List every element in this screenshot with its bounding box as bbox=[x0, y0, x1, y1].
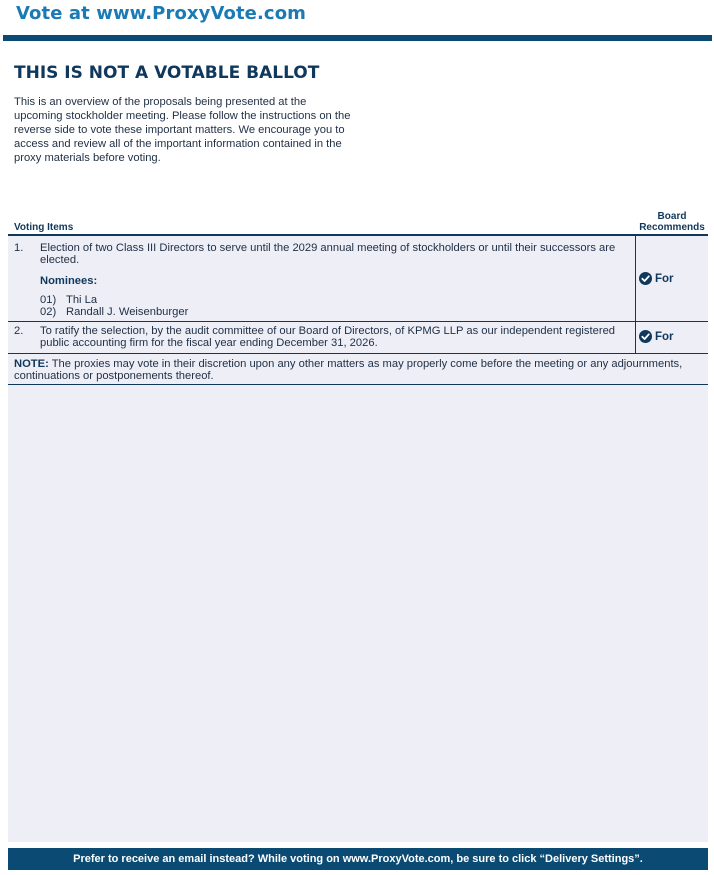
intro-paragraph: This is an overview of the proposals being presented at the upcoming stockholder meeting. Please follow the instructions on the reverse side to vote these important matters. We encourage you to access and review all of the important information contained in the proxy materials before voting. bbox=[14, 96, 351, 164]
footer-banner: Prefer to receive an email instead? While voting on www.ProxyVote.com, be sure to click “Delivery Settings”. bbox=[8, 848, 708, 870]
nominees-label: Nominees: bbox=[40, 275, 98, 287]
site-title: Vote at www.ProxyVote.com bbox=[16, 3, 307, 24]
item-1-number: 1. bbox=[14, 242, 24, 254]
note-label: NOTE: bbox=[14, 358, 49, 370]
item-1-recommendation bbox=[639, 272, 674, 285]
recommendation-label: For bbox=[655, 330, 674, 343]
item-1-text: Election of two Class III Directors to serve until the 2029 annual meeting of stockholders or until their successors are elected. bbox=[40, 242, 616, 266]
voting-items-header: Voting Items bbox=[14, 222, 74, 233]
item-2-number: 2. bbox=[14, 325, 24, 337]
item-2-text: To ratify the selection, by the audit committee of our Board of Directors, of KPMG LLP as our independent registered public accounting firm for the fiscal year ending December 31, 2026. bbox=[40, 325, 616, 349]
note-paragraph bbox=[14, 358, 704, 382]
board-recommends-line1: Board bbox=[657, 211, 687, 222]
nominee-index: 02) bbox=[40, 306, 57, 318]
item-2-recommendation bbox=[639, 330, 674, 343]
recommendation-label: For bbox=[655, 272, 674, 285]
check-circle-icon bbox=[639, 272, 652, 285]
nominee-name: Thi La bbox=[66, 294, 98, 306]
recommend-column-divider bbox=[635, 236, 636, 353]
nominee-index: 01) bbox=[40, 294, 57, 306]
table-top-rule bbox=[8, 234, 708, 236]
board-recommends-line2: Recommends bbox=[639, 222, 705, 233]
note-bottom-rule bbox=[8, 384, 708, 385]
nominee-name: Randall J. Weisenburger bbox=[66, 306, 189, 318]
check-circle-icon bbox=[639, 330, 652, 343]
header-divider bbox=[3, 35, 712, 41]
nominee-row bbox=[40, 294, 97, 306]
board-recommends-header bbox=[636, 211, 708, 233]
row-divider bbox=[8, 321, 708, 322]
note-text: The proxies may vote in their discretion upon any other matters as may properly come before the meeting or any adjournments, continuations or postponements thereof. bbox=[14, 358, 683, 382]
nominee-row bbox=[40, 306, 188, 318]
row-divider bbox=[8, 353, 708, 354]
ballot-title: THIS IS NOT A VOTABLE BALLOT bbox=[14, 63, 320, 83]
